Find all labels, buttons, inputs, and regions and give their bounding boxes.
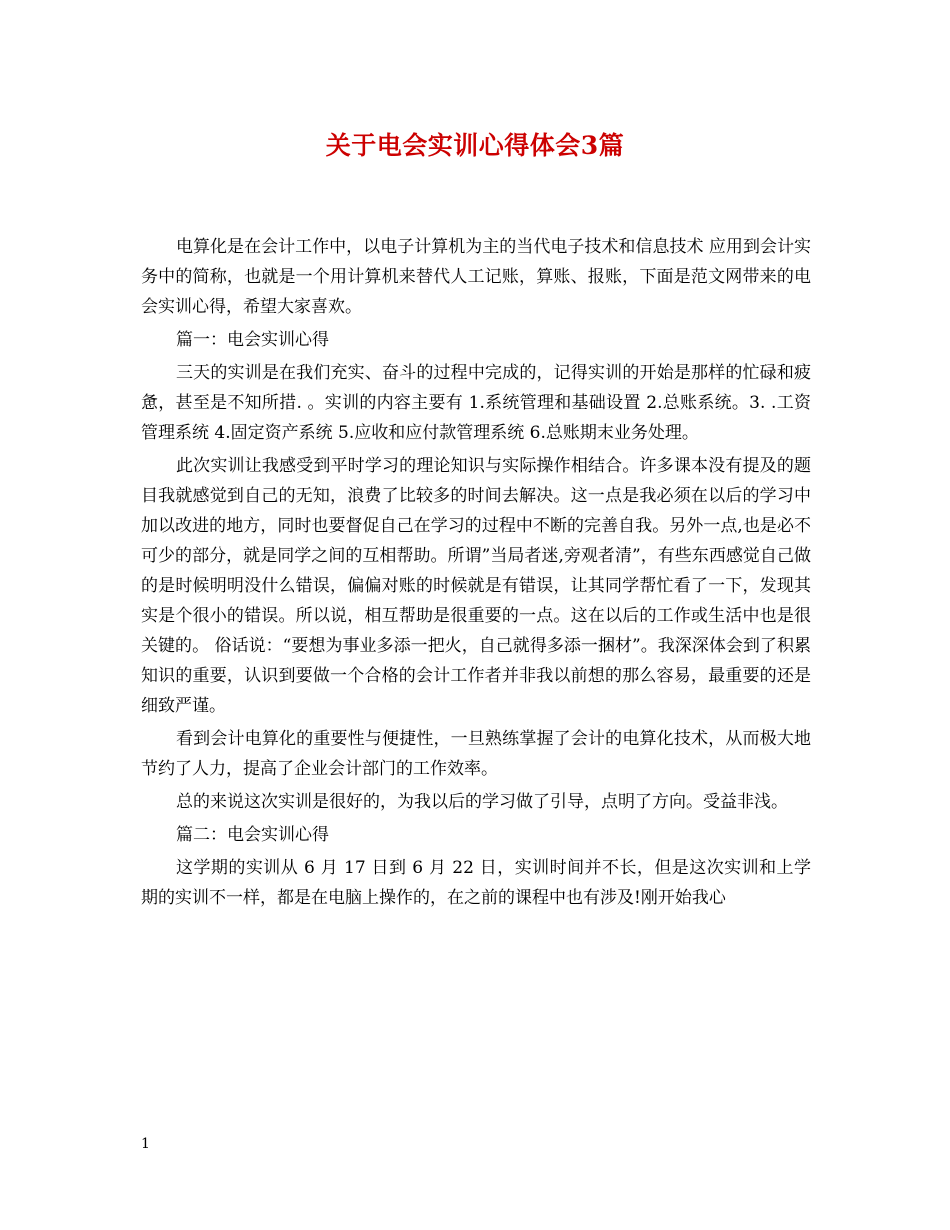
section-heading-part-one: 篇一：电会实训心得 [176,330,329,350]
intro-paragraph: 电算化是在会计工作中，以电子计算机为主的当代电子技术和信息技术 应用到会计实务中的简称，也就是一个用计算机来替代人工记账，算账、报账，下面是范文网带来的电会实训心得，希望大家喜欢。 [141,237,811,317]
body-paragraph: 三天的实训是在我们充实、奋斗的过程中完成的，记得实训的开始是那样的忙碌和疲惫，甚至是不知所措. 。实训的内容主要有 1.系统管理和基础设置 2.总账系统。3. .工资管理系统 4.固定资产系统 5.应收和应付款管理系统 6.总账期末业务处理。 [141,363,811,443]
body-paragraph: 此次实训让我感受到平时学习的理论知识与实际操作相结合。许多课本没有提及的题目我就感觉到自己的无知，浪费了比较多的时间去解决。这一点是我必须在以后的学习中加以改进的地方，同时也要督促自己在学习的过程中不断的完善自我。另外一点,也是必不可少的部分，就是同学之间的互相帮助。所谓”当局者迷,旁观者清”，有些东西感觉自己做的是时候明明没什么错误，偏偏对账的时候就是有错误，让其同学帮忙看了一下，发现其实是个很小的错误。所以说，相互帮助是很重要的一点。这在以后的工作或生活中也是很关键的。 俗话说：“要想为事业多添一把火，自己就得多添一捆材”。我深深体会到了积累知识的重要，认识到要做一个合格的会计工作者并非我以前想的那么容易，最重要的还是细致严谨。 [141,456,811,716]
body-paragraph: 总的来说这次实训是很好的，为我以后的学习做了引导，点明了方向。受益非浅。 [176,792,788,812]
document-body [141,232,811,916]
body-paragraph: 看到会计电算化的重要性与便捷性，一旦熟练掌握了会计的电算化技术，从而极大地节约了人力，提高了企业会计部门的工作效率。 [141,729,811,779]
section-heading-part-two: 篇二：电会实训心得 [176,825,329,845]
body-paragraph: 这学期的实训从 6 月 17 日到 6 月 22 日，实训时间并不长，但是这次实训和上学期的实训不一样，都是在电脑上操作的，在之前的课程中也有涉及!刚开始我心 [141,858,811,908]
document-title: 关于电会实训心得体会3篇 [325,131,625,160]
page-number: 1 [141,1136,150,1152]
